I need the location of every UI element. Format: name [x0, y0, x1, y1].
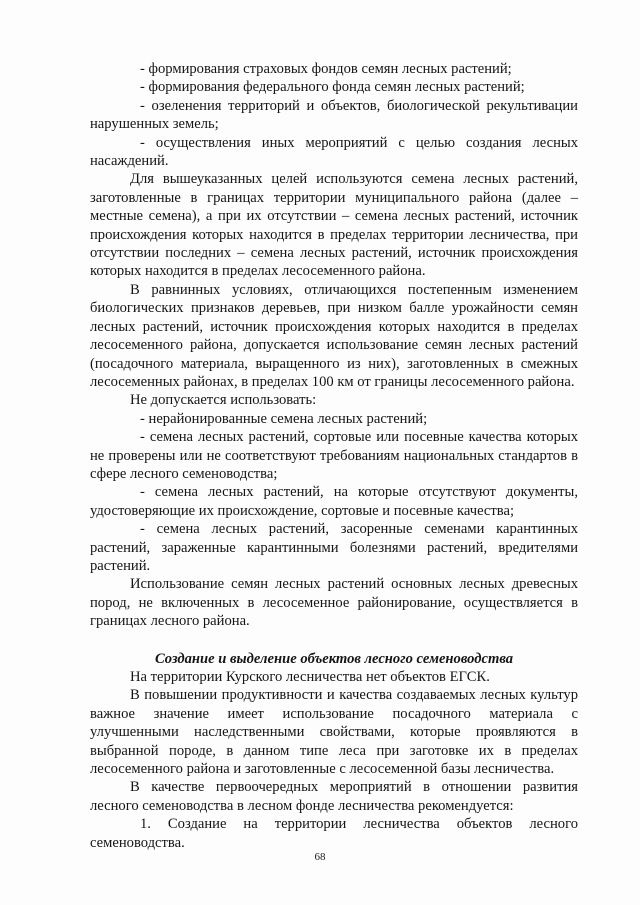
paragraph: На территории Курского лесничества нет объектов ЕГСК.	[130, 669, 490, 685]
list-item: - формирования страховых фондов семян лесных растений;	[140, 61, 512, 77]
body-text	[90, 60, 578, 852]
list-item: - семена лесных растений, на которые отсутствуют документы, удостоверяющие их происхождение, сортовые и посевные качества;	[90, 484, 578, 519]
list-item: - формирования федерального фонда семян лесных растений;	[140, 79, 525, 96]
list-item: - осуществления иных мероприятий с целью создания лесных насаждений.	[90, 134, 578, 170]
paragraph: В равнинных условиях, отличающихся постепенным изменением биологических признаков деревьев, при низком балле урожайности семян лесных растений, источник происхождения которых находится в пределах лесосеменного района, допускается использование семян лесных растений (посадочного материала, выращенного из них), заготовленных в смежных лесосеменных районах, в пределах 100 км от границы лесосеменного района.	[90, 281, 578, 390]
list-item: - озеленения территорий и объектов, биологической рекультивации нарушенных земель;	[90, 97, 578, 133]
paragraph: В качестве первоочередных мероприятий в отношении развития лесного семеноводства в лесном фонде лесничества рекомендуется:	[90, 779, 578, 814]
numbered-item: 1. Создание на территории лесничества объектов лесного семеноводства.	[90, 816, 578, 851]
list-item: - нерайонированные семена лесных растений;	[140, 410, 428, 427]
list-item: - семена лесных растений, засоренные семенами карантинных растений, зараженные карантинными болезнями растений, вредителями растений.	[90, 521, 578, 574]
paragraph: Использование семян лесных растений основных лесных древесных пород, не включенных в лесосеменное районирование, осуществляется в границах лесного района.	[90, 576, 578, 630]
list-item: - семена лесных растений, сортовые или посевные качества которых не проверены или не соответствуют требованиям национальных стандартов в сфере лесного семеноводства;	[90, 429, 578, 482]
page-number: 68	[314, 851, 326, 863]
paragraph: Не допускается использовать:	[130, 392, 317, 409]
paragraph: В повышении продуктивности и качества создаваемых лесных культур важное значение имеет использование посадочного материала с улучшенными наследственными свойствами, которые проявляются в выбранной породе, в данном типе леса при заготовке их в пределах лесосеменного района и заготовленные с лесосеменной базы лесничества.	[90, 687, 578, 778]
section-heading: Создание и выделение объектов лесного семеноводства	[154, 650, 514, 667]
paragraph: Для вышеуказанных целей используются семена лесных растений, заготовленные в границах территории муниципального района (далее – местные семена), а при их отсутствии – семена лесных растений, источник происхождения которых находится в пределах территории лесничества, при отсутствии последних – семена лесных растений, источник происхождения которых находится в пределах лесосеменного района.	[90, 171, 578, 280]
